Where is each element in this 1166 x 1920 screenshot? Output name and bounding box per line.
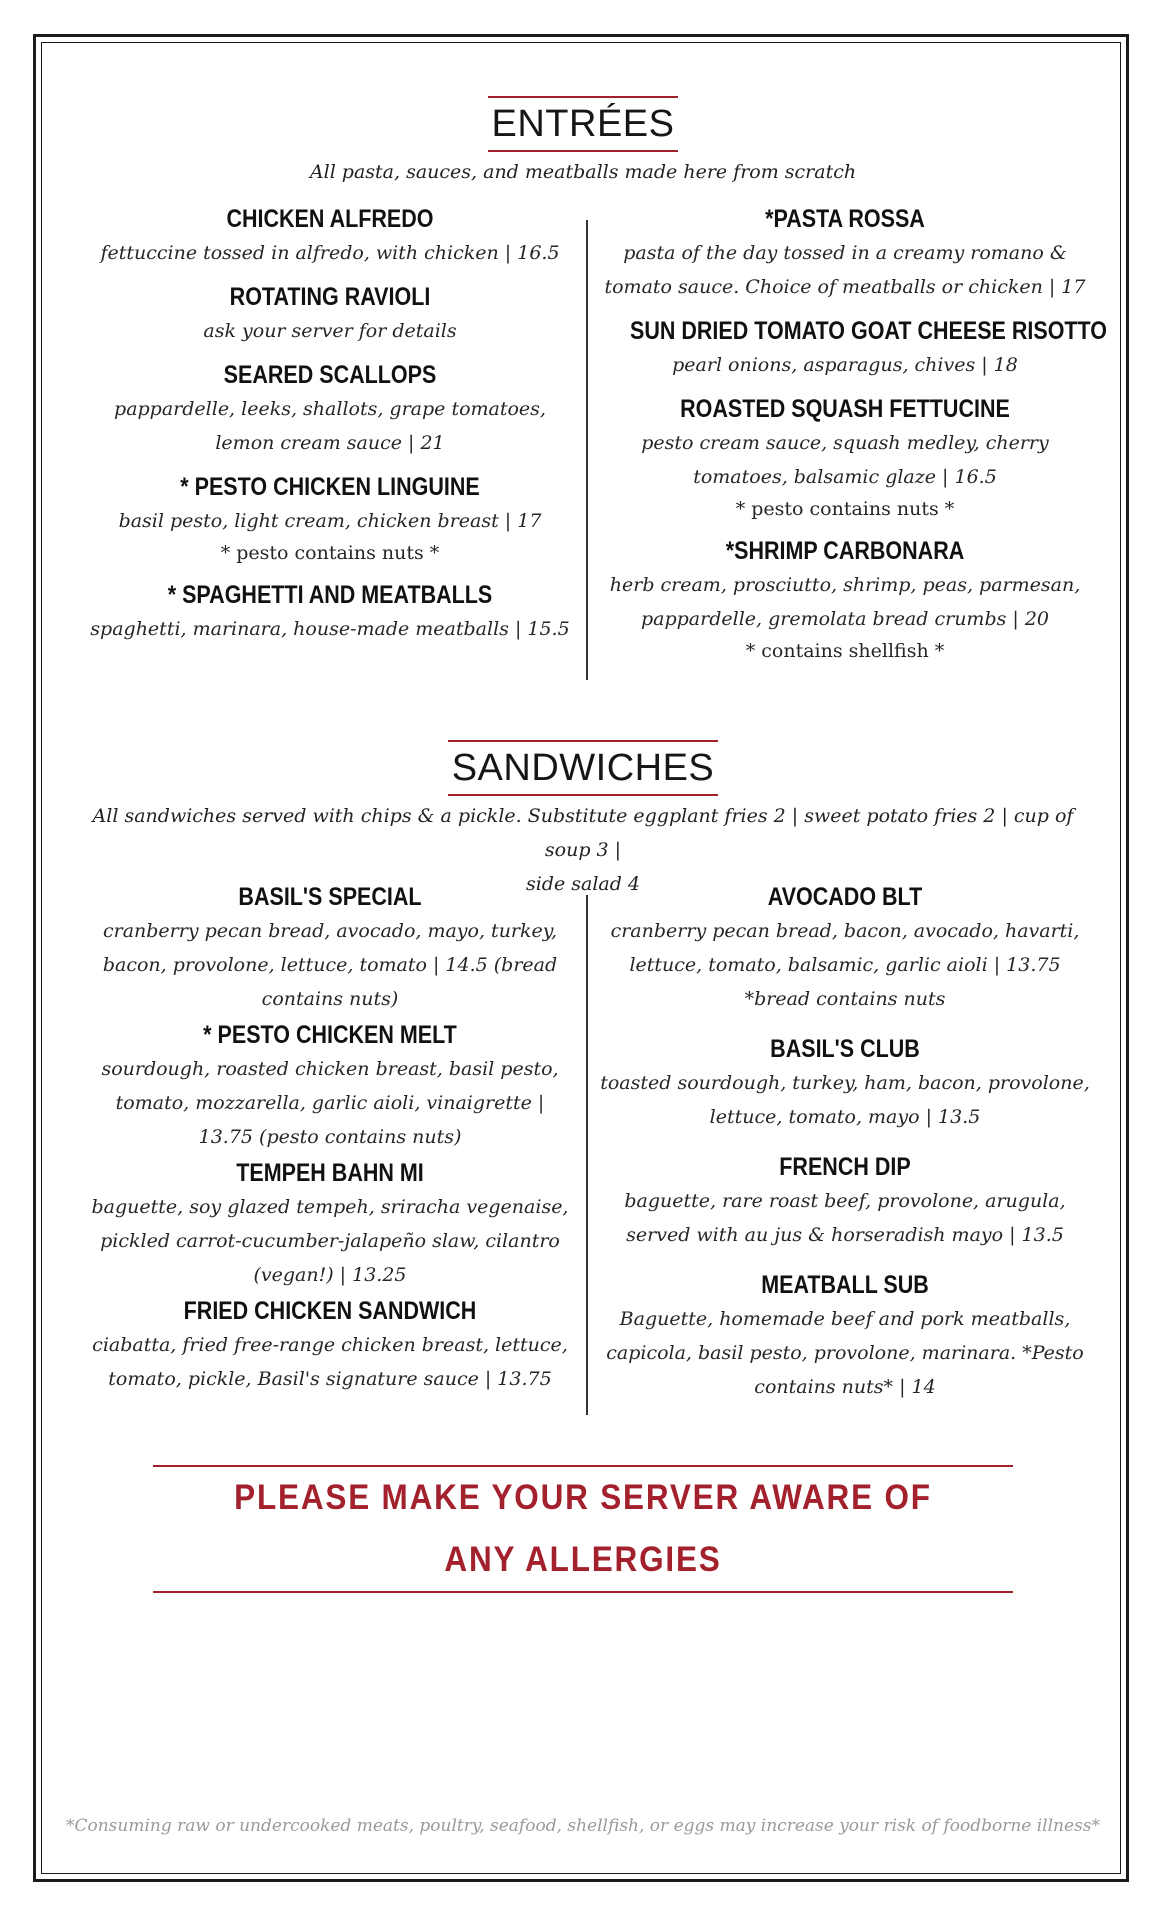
- menu-item-allergen-note: * pesto contains nuts *: [735, 498, 955, 520]
- menu-item-name: FRENCH DIP: [779, 1153, 911, 1181]
- menu-item-allergen-note: * pesto contains nuts *: [220, 542, 440, 564]
- menu-item-description: pappardelle, leeks, shallots, grape tomatoes,: [114, 398, 546, 420]
- menu-item-description: contains nuts): [261, 988, 399, 1010]
- menu-item-description: served with au jus & horseradish mayo | 13.5: [626, 1224, 1064, 1246]
- menu-item-name: CHICKEN ALFREDO: [226, 205, 434, 233]
- menu-item-description: herb cream, prosciutto, shrimp, peas, parmesan,: [609, 574, 1081, 596]
- menu-item-name: BASIL'S CLUB: [770, 1035, 920, 1063]
- menu-item-description: fettuccine tossed in alfredo, with chicken | 16.5: [100, 242, 560, 264]
- menu-item-description: *bread contains nuts: [744, 988, 946, 1010]
- menu-item-description: sourdough, roasted chicken breast, basil pesto,: [101, 1058, 559, 1080]
- foodborne-illness-disclaimer: *Consuming raw or undercooked meats, poultry, seafood, shellfish, or eggs may increase your risk of foodborne illness*: [65, 1816, 1101, 1836]
- menu-item: [70, 358, 590, 460]
- menu-item: [595, 202, 1095, 304]
- menu-item-description: baguette, rare roast beef, provolone, arugula,: [624, 1190, 1066, 1212]
- menu-item: [70, 1294, 590, 1396]
- menu-item-description: pearl onions, asparagus, chives | 18: [672, 354, 1018, 376]
- menu-item-name: MEATBALL SUB: [761, 1271, 929, 1299]
- sandwiches-subtitle-line: side salad 4: [525, 873, 641, 895]
- sandwiches-subtitle-line: All sandwiches served with chips & a pickle. Substitute eggplant fries 2 | sweet potato fries 2 | cup of soup 3 |: [92, 805, 1074, 861]
- entrees-column-divider: [586, 220, 588, 680]
- menu-item-description: tomatoes, balsamic glaze | 16.5: [693, 466, 997, 488]
- menu-item-description: pesto cream sauce, squash medley, cherry: [641, 432, 1049, 454]
- menu-item: [595, 1268, 1095, 1404]
- menu-item-description: lemon cream sauce | 21: [215, 432, 445, 454]
- menu-item-name: BASIL'S SPECIAL: [238, 883, 422, 911]
- menu-item: [70, 578, 590, 646]
- menu-item-name: ROTATING RAVIOLI: [229, 283, 431, 311]
- menu-item: [595, 1150, 1095, 1252]
- menu-item-name: SUN DRIED TOMATO GOAT CHEESE RISOTTO: [630, 317, 1108, 345]
- menu-item-description: Baguette, homemade beef and pork meatballs,: [619, 1308, 1071, 1330]
- entrees-heading: [0, 96, 1166, 152]
- sandwiches-left-column: [70, 880, 590, 1396]
- menu-item-name: *PASTA ROSSA: [765, 205, 925, 233]
- menu-item-description: capicola, basil pesto, provolone, marinara. *Pesto: [606, 1342, 1084, 1364]
- menu-item: [70, 880, 590, 1016]
- menu-item-description: pappardelle, gremolata bread crumbs | 20: [640, 608, 1050, 630]
- menu-item: [70, 1018, 590, 1154]
- entrees-title: ENTRÉES: [488, 96, 679, 152]
- menu-item-name: * SPAGHETTI AND MEATBALLS: [167, 581, 493, 609]
- menu-item-description: (vegan!) | 13.25: [253, 1264, 407, 1286]
- sandwiches-column-divider: [586, 895, 588, 1415]
- sandwiches-heading: [0, 740, 1166, 796]
- menu-item-description: baguette, soy glazed tempeh, sriracha vegenaise,: [91, 1196, 569, 1218]
- menu-item: [595, 534, 1095, 666]
- menu-item-description: ask your server for details: [203, 320, 457, 342]
- sandwiches-right-column: [595, 880, 1095, 1404]
- menu-item-name: * PESTO CHICKEN LINGUINE: [180, 473, 480, 501]
- menu-item-name: AVOCADO BLT: [767, 883, 923, 911]
- menu-item-description: cranberry pecan bread, avocado, mayo, turkey,: [102, 920, 558, 942]
- sandwiches-title: SANDWICHES: [448, 740, 719, 796]
- allergy-notice: [153, 1465, 1013, 1593]
- menu-item-name: ROASTED SQUASH FETTUCINE: [680, 395, 1010, 423]
- menu-item: [595, 392, 1095, 524]
- menu-item-description: pasta of the day tossed in a creamy romano &: [623, 242, 1067, 264]
- menu-item-allergen-note: * contains shellfish *: [745, 640, 945, 662]
- menu-item: [70, 1156, 590, 1292]
- menu-item-description: contains nuts* | 14: [754, 1376, 936, 1398]
- menu-item-description: toasted sourdough, turkey, ham, bacon, provolone,: [600, 1072, 1090, 1094]
- menu-item: [70, 470, 590, 568]
- menu-item: [70, 280, 590, 348]
- menu-item-name: SEARED SCALLOPS: [223, 361, 437, 389]
- menu-item: [595, 1032, 1095, 1134]
- menu-item: [595, 314, 1108, 382]
- menu-item-name: FRIED CHICKEN SANDWICH: [183, 1297, 477, 1325]
- allergy-notice-text: PLEASE MAKE YOUR SERVER AWARE OF ANY ALLERGIES: [234, 1478, 932, 1579]
- menu-item-name: TEMPEH BAHN MI: [236, 1159, 424, 1187]
- menu-item-description: basil pesto, light cream, chicken breast | 17: [118, 510, 542, 532]
- menu-item-description: tomato, mozzarella, garlic aioli, vinaigrette |: [115, 1092, 545, 1114]
- menu-item-description: pickled carrot-cucumber-jalapeño slaw, cilantro: [100, 1230, 560, 1252]
- menu-item-description: tomato, pickle, Basil's signature sauce | 13.75: [108, 1368, 552, 1390]
- menu-item-description: lettuce, tomato, balsamic, garlic aioli | 13.75: [629, 954, 1061, 976]
- menu-item: [595, 880, 1095, 1016]
- menu-item-name: *SHRIMP CARBONARA: [725, 537, 965, 565]
- menu-item-description: 13.75 (pesto contains nuts): [198, 1126, 462, 1148]
- menu-item-description: ciabatta, fried free-range chicken breast, lettuce,: [92, 1334, 568, 1356]
- menu-item-description: tomato sauce. Choice of meatballs or chicken | 17: [604, 276, 1086, 298]
- entrees-left-column: [70, 202, 590, 646]
- menu-item-description: lettuce, tomato, mayo | 13.5: [709, 1106, 981, 1128]
- menu-item: [70, 202, 590, 270]
- menu-item-description: cranberry pecan bread, bacon, avocado, havarti,: [610, 920, 1080, 942]
- entrees-subtitle: All pasta, sauces, and meatballs made here from scratch: [309, 161, 857, 183]
- menu-item-name: * PESTO CHICKEN MELT: [203, 1021, 457, 1049]
- menu-item-description: spaghetti, marinara, house-made meatballs | 15.5: [90, 618, 570, 640]
- menu-item-description: bacon, provolone, lettuce, tomato | 14.5 (bread: [102, 954, 558, 976]
- entrees-right-column: [595, 202, 1108, 666]
